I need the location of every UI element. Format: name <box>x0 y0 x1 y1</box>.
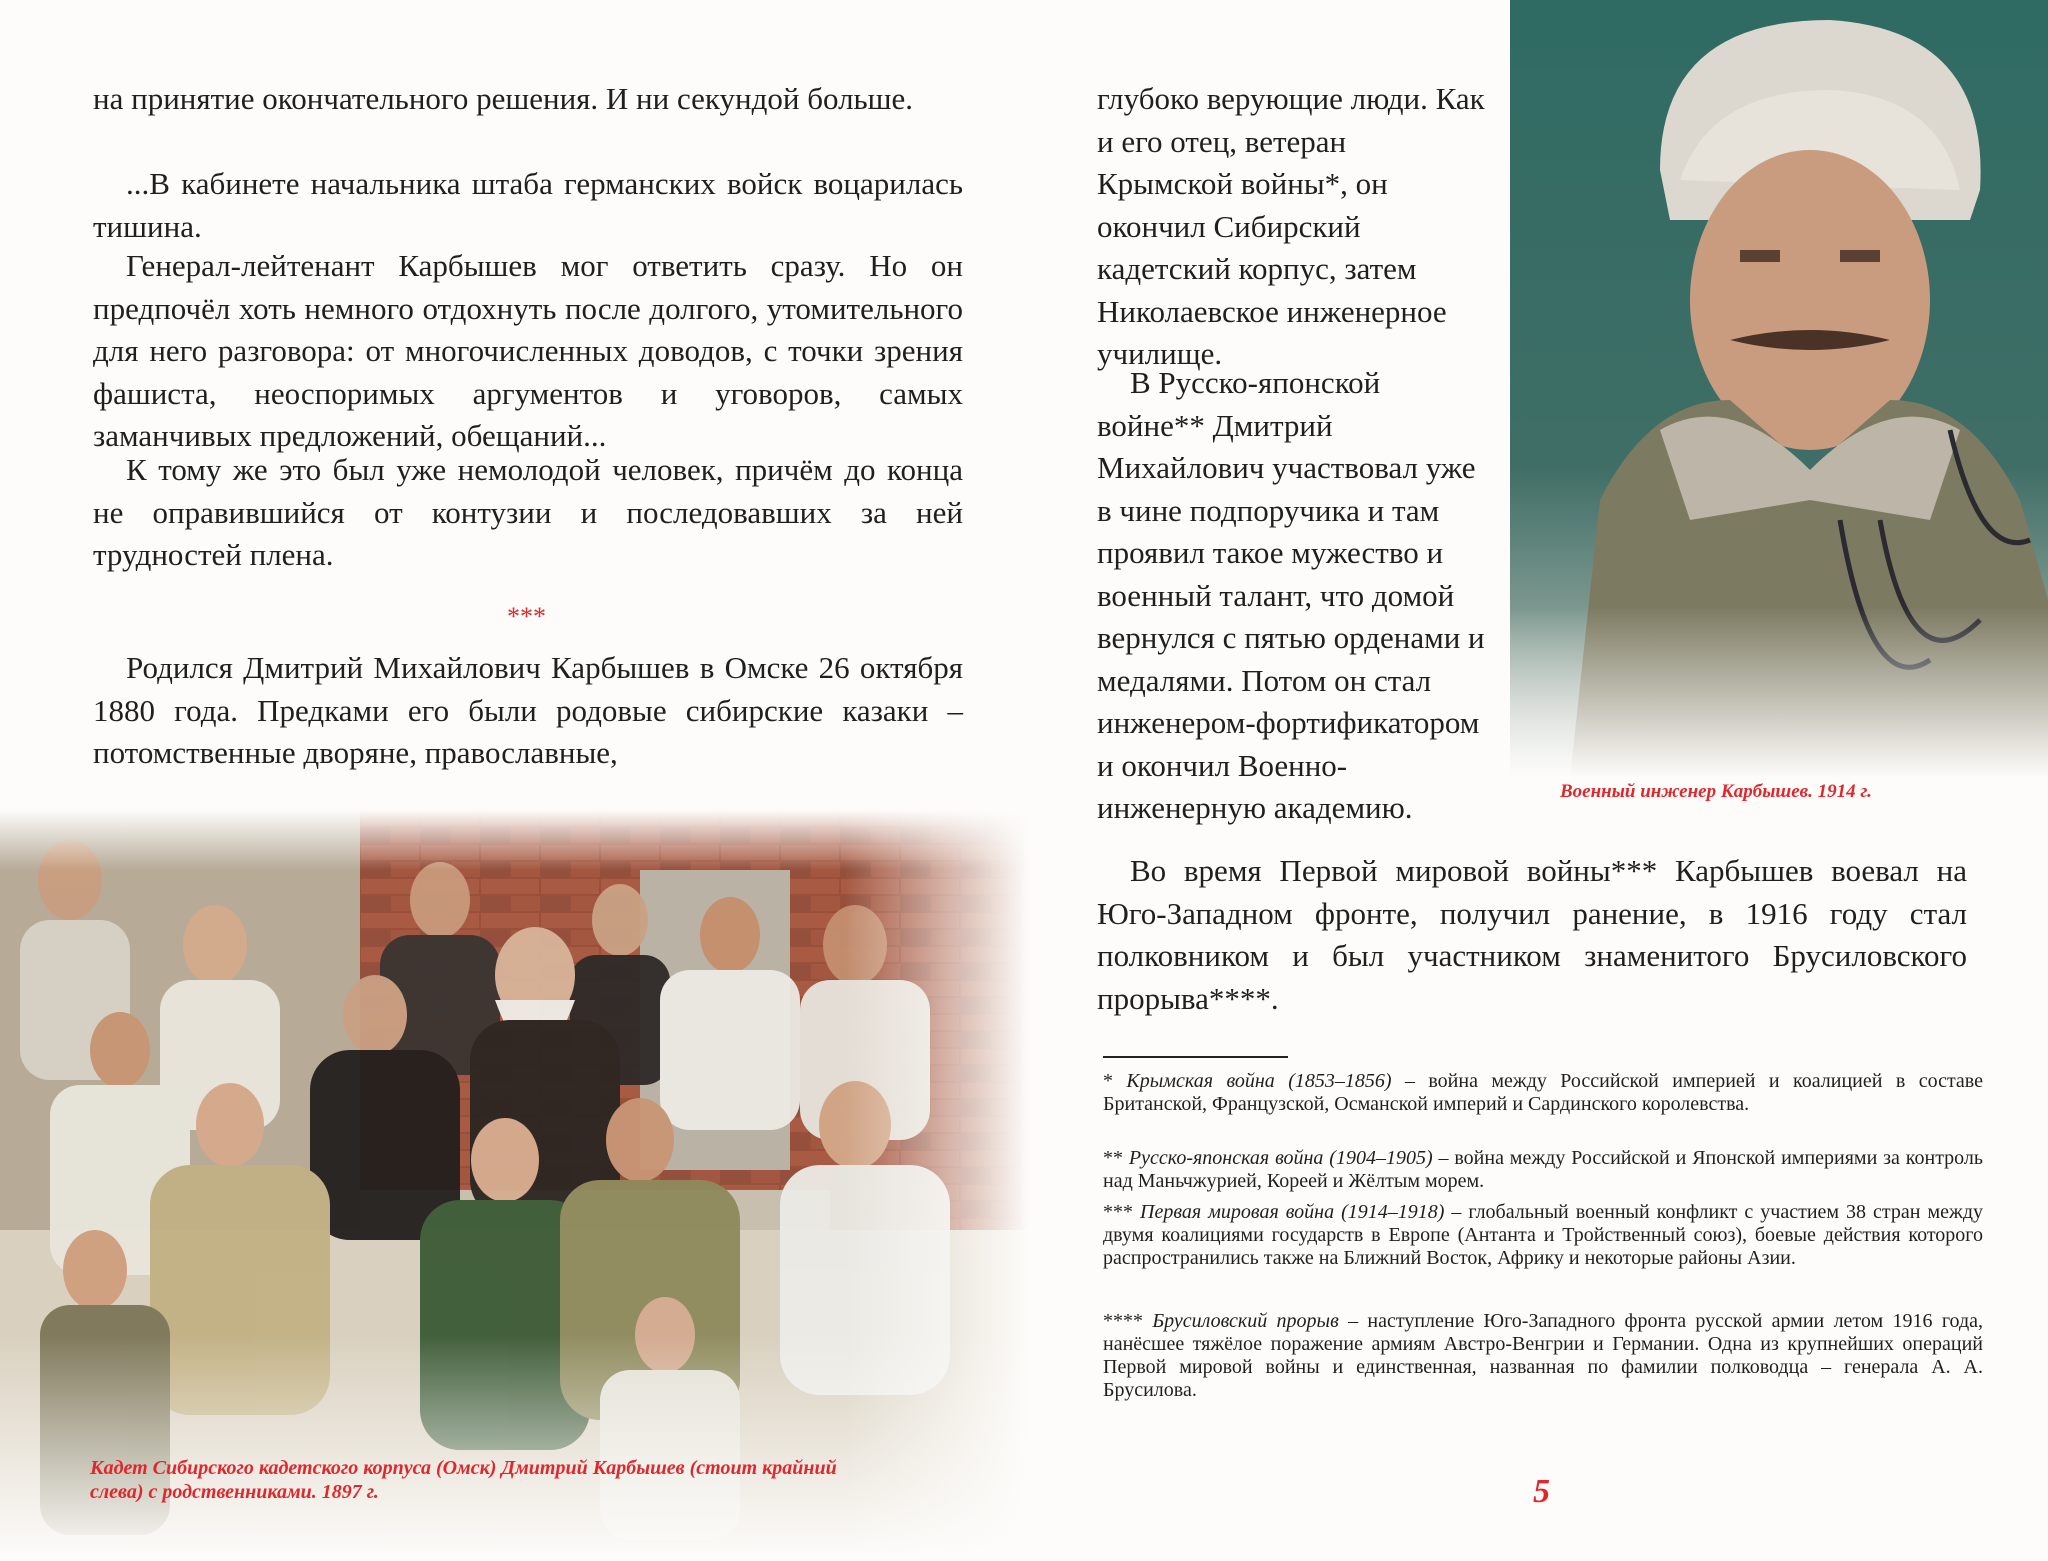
footnote-text: – наступление Юго-Западного фронта русской армии летом 1916 года, нанёсшее тяжёлое поражение армиям Австро-Венгрии и Германии. Одна из крупнейших операций Первой мировой войны и единственная, названная по фамилии полководца – генерала А. А. Брусилова. <box>1103 1310 1983 1401</box>
footnote-text: – глобальный военный конфликт с участием 38 стран между двумя коалициями государств в Европе (Антанта и Тройственный союз), боевые действия которого распространились также на Ближний Восток, Африку и некоторые районы Азии. <box>1103 1201 1984 1269</box>
family-group-photo <box>0 810 1030 1560</box>
left-paragraph-3: Генерал-лейтенант Карбышев мог ответить сразу. Но он предпочёл хоть немного отдохнуть после долгого, утомительного для него разговора: от многочисленных доводов, с точки зрения фашиста, неоспоримых аргументов и уговоров, самых заманчивых предложений, обещаний... <box>93 248 963 453</box>
portrait-photo <box>1510 0 2048 778</box>
left-paragraph-2: ...В кабинете начальника штаба германских войск воцарилась тишина. <box>93 166 963 244</box>
section-separator: *** <box>507 602 546 631</box>
footnote-1 <box>1103 1070 1983 1116</box>
footnote-text: – война между Российской и Японской империями за контроль над Маньчжурией, Кореей и Жёлтым морем. <box>1103 1147 1984 1192</box>
footnote-term: Брусиловский прорыв <box>1152 1310 1339 1332</box>
footnote-text: – война между Российской империей и коалицией в составе Британской, Французской, Османской империй и Сардинского королевства. <box>1103 1070 1984 1115</box>
right-paragraph-2: В Русско-японской войне** Дмитрий Михайлович участвовал уже в чине подпоручика и там проявил такое мужество и военный талант, что домой вернулся с пятью орденами и медалями. Потом он стал инженером-фортификатором и окончил Военно-инженерную академию. <box>1097 365 1485 825</box>
footnote-term: Русско-японская война (1904–1905) <box>1128 1147 1433 1169</box>
footnote-term: Крымская война (1853–1856) <box>1126 1070 1392 1092</box>
footnote-mark: *** <box>1103 1201 1133 1223</box>
portrait-caption: Военный инженер Карбышев. 1914 г. <box>1560 781 1872 802</box>
footnote-2 <box>1103 1147 1983 1193</box>
left-paragraph-4: К тому же это был уже немолодой человек, причём до конца не оправившийся от контузии и последовавших за ней трудностей плена. <box>93 452 963 572</box>
footnote-term: Первая мировая война (1914–1918) <box>1140 1201 1445 1223</box>
footnote-divider <box>1103 1056 1288 1058</box>
left-paragraph-5: Родился Дмитрий Михайлович Карбышев в Омске 26 октября 1880 года. Предками его были родовые сибирские казаки – потомственные дворяне, православные, <box>93 650 963 770</box>
footnote-3 <box>1103 1201 1983 1270</box>
footnote-mark: ** <box>1103 1147 1123 1169</box>
page-number: 5 <box>1533 1473 1550 1510</box>
footnote-mark: **** <box>1103 1310 1143 1332</box>
right-paragraph-1: глубоко верующие люди. Как и его отец, ветеран Крымской войны*, он окончил Сибирский кадетский корпус, затем Николаевское инженерное училище. <box>1097 81 1485 371</box>
group-photo-caption: Кадет Сибирского кадетского корпуса (Омск) Дмитрий Карбышев (стоит крайний слева) с родственниками. 1897 г. <box>90 1457 837 1503</box>
footnote-mark: * <box>1103 1070 1113 1092</box>
footnote-4 <box>1103 1310 1983 1402</box>
left-paragraph-1: на принятие окончательного решения. И ни секундой больше. <box>93 81 914 116</box>
right-paragraph-3: Во время Первой мировой войны*** Карбышев воевал на Юго-Западном фронте, получил ранение, в 1916 году стал полковником и был участником знаменитого Брусиловского прорыва****. <box>1097 853 1967 1016</box>
